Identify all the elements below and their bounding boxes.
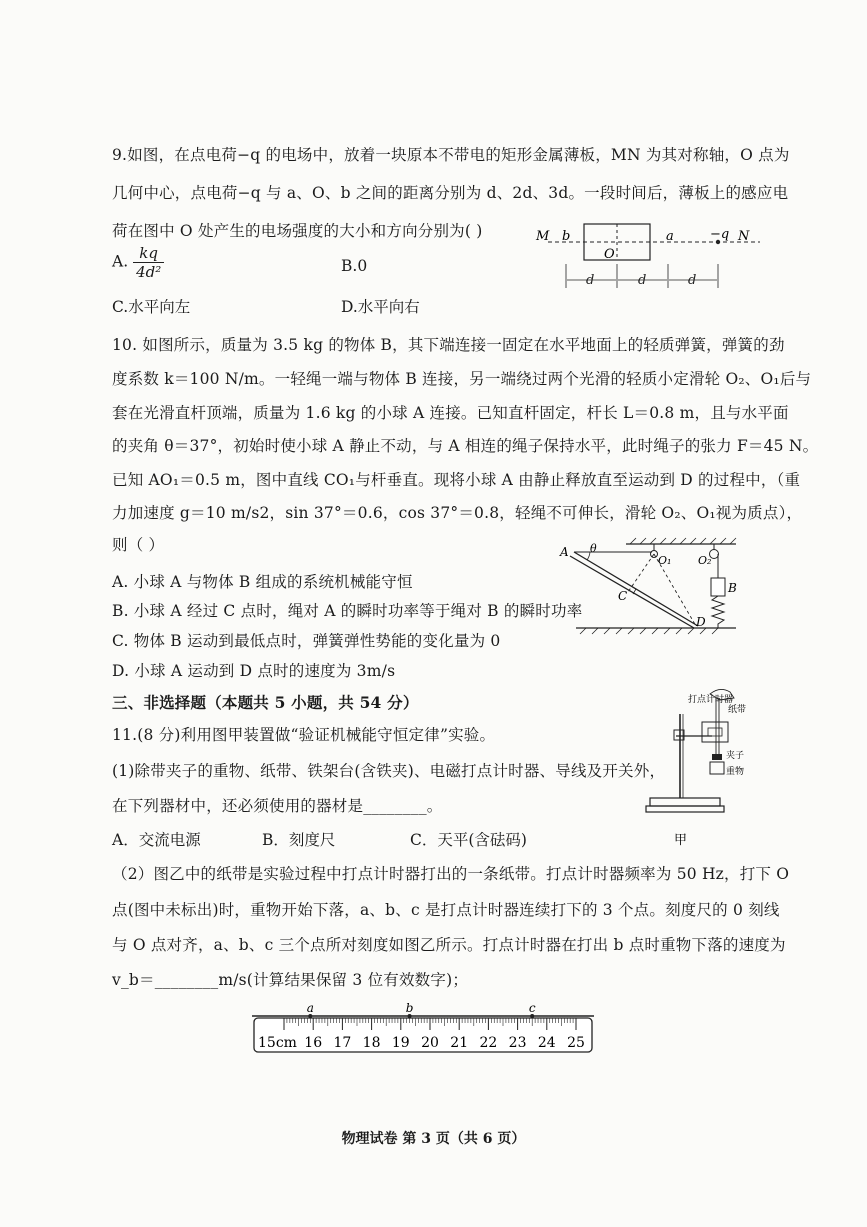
page-footer: 物理试卷 第 3 页（共 6 页） <box>341 1131 526 1147</box>
ruler-label: 21 <box>450 1035 469 1051</box>
q11-part2-line-1: （2）图乙中的纸带是实验过程中打点计时器打出的一条纸带。打点计时器频率为 50 Hz，打下 O <box>112 865 790 883</box>
q9-label-n: N <box>738 229 750 244</box>
ruler-figure <box>248 1000 598 1056</box>
q9-line-2: 几何中心，点电荷−q 与 a、O、b 之间的距离分别为 d、2d、3d。一段时间后，薄板上的感应电 <box>112 184 789 202</box>
q10-label-o1: O₁ <box>658 554 672 567</box>
ruler-label: 15cm <box>258 1035 297 1051</box>
q10-line-3: 套在光滑直杆顶端，质量为 1.6 kg 的小球 A 连接。已知直杆固定，杆长 L＝0.8 m，且与水平面 <box>112 404 789 422</box>
tape-point-label-a: a <box>306 1001 314 1015</box>
q9-figure <box>530 220 770 300</box>
q10-label-b: B <box>728 581 737 595</box>
q11-label-clamp: 夹子 <box>726 751 745 761</box>
q11-apparatus-figure <box>640 684 750 852</box>
q9-option-a-fraction: $\frac{kq}{\text{4d²}}$ <box>133 244 164 281</box>
q10-option-b: B. 小球 A 经过 C 点时，绳对 A 的瞬时功率等于绳对 B 的瞬时功率 <box>112 602 583 620</box>
q11-line-1: 11.(8 分)利用图甲装置做“验证机械能守恒定律”实验。 <box>112 726 496 744</box>
q9-label-a: a <box>666 229 674 244</box>
q11-figure-caption: 甲 <box>674 833 688 848</box>
q11-line-2: (1)除带夹子的重物、纸带、铁架台(含铁夹)、电磁打点计时器、导线及开关外， <box>112 762 666 780</box>
q9-line-1: 9.如图，在点电荷−q 的电场中，放着一块原本不带电的矩形金属薄板，MN 为其对称轴，O 点为 <box>112 146 790 164</box>
ruler-label: 24 <box>537 1035 556 1051</box>
q10-label-theta: θ <box>590 542 597 555</box>
q9-label-m: M <box>536 229 550 244</box>
q11-line-3: 在下列器材中，还必须使用的器材是________。 <box>112 797 443 815</box>
q11-label-weight: 重物 <box>726 767 745 777</box>
ruler-label: 20 <box>421 1035 439 1051</box>
q11-label-tape: 纸带 <box>728 705 747 715</box>
q10-option-c: C. 物体 B 运动到最低点时，弹簧弹性势能的变化量为 0 <box>112 632 501 650</box>
q10-figure <box>556 530 746 640</box>
q10-label-c: C <box>618 589 628 603</box>
ruler-label: 16 <box>304 1035 323 1051</box>
q9-label-b: b <box>562 229 571 244</box>
q10-line-2: 度系数 k＝100 N/m。一轻绳一端与物体 B 连接，另一端绕过两个光滑的轻质小定滑轮 O₂、O₁后与 <box>112 370 812 388</box>
q11-option-c: C．天平(含砝码) <box>410 831 527 849</box>
q9-dim-d2: d <box>638 273 647 288</box>
q9-line-3: 荷在图中 O 处产生的电场强度的大小和方向分别为( ) <box>112 222 483 240</box>
ruler-label: 17 <box>333 1035 352 1051</box>
q9-label-o: O <box>604 247 615 262</box>
section-3-heading: 三、非选择题（本题共 5 小题，共 54 分） <box>112 693 419 712</box>
q9-label-q: −q <box>710 227 730 242</box>
tape-point-label-c: c <box>528 1001 536 1015</box>
q11-label-timer: 打点计时器 <box>688 695 734 705</box>
ruler-label: 23 <box>508 1035 527 1051</box>
ruler-label: 18 <box>362 1035 381 1051</box>
q9-option-c: C.水平向左 <box>112 298 191 316</box>
q9-option-a: A. $\frac{kq}{\text{4d²}}$ <box>112 244 164 281</box>
q9-dim-d3: d <box>688 273 697 288</box>
q10-line-7: 则（ ） <box>112 536 165 554</box>
q11-part2-line-2: 点(图中未标出)时，重物开始下落，a、b、c 是打点计时器连续打下的 3 个点。刻度尺的 0 刻线 <box>112 901 780 919</box>
q11-option-a: A．交流电源 <box>112 831 201 849</box>
q9-dim-d1: d <box>586 273 595 288</box>
tape-point-label-b: b <box>405 1001 414 1015</box>
q9-option-b: B.0 <box>341 257 368 275</box>
q10-option-d: D. 小球 A 运动到 D 点时的速度为 3m/s <box>112 662 396 680</box>
q10-line-1: 10. 如图所示，质量为 3.5 kg 的物体 B，其下端连接一固定在水平地面上的轻质弹簧，弹簧的劲 <box>112 336 785 354</box>
ruler-label: 22 <box>479 1035 498 1051</box>
q11-part2-line-3: 与 O 点对齐，a、b、c 三个点所对刻度如图乙所示。打点计时器在打出 b 点时重物下落的速度为 <box>112 936 786 954</box>
q9-option-d: D.水平向右 <box>341 298 420 316</box>
q10-label-d: D <box>696 615 706 629</box>
ruler-label: 19 <box>391 1035 410 1051</box>
q10-label-o2: O₂ <box>698 554 712 567</box>
q10-option-a: A. 小球 A 与物体 B 组成的系统机械能守恒 <box>112 573 413 591</box>
q10-line-5: 已知 AO₁＝0.5 m，图中直线 CO₁与杆垂直。现将小球 A 由静止释放直至运动到 D 的过程中，（重 <box>112 471 801 489</box>
q11-option-b: B．刻度尺 <box>262 831 336 849</box>
q10-line-6: 力加速度 g＝10 m/s2，sin 37°＝0.6，cos 37°＝0.8，轻绳不可伸长，滑轮 O₂、O₁视为质点）， <box>112 504 803 522</box>
q11-part2-line-4: v_b＝________m/s(计算结果保留 3 位有效数字)； <box>112 971 469 989</box>
q10-line-4: 的夹角 θ＝37°，初始时使小球 A 静止不动，与 A 相连的绳子保持水平，此时绳子的张力 F＝45 N。 <box>112 437 819 455</box>
q10-label-a: A <box>560 545 569 559</box>
ruler-label: 25 <box>567 1035 585 1051</box>
